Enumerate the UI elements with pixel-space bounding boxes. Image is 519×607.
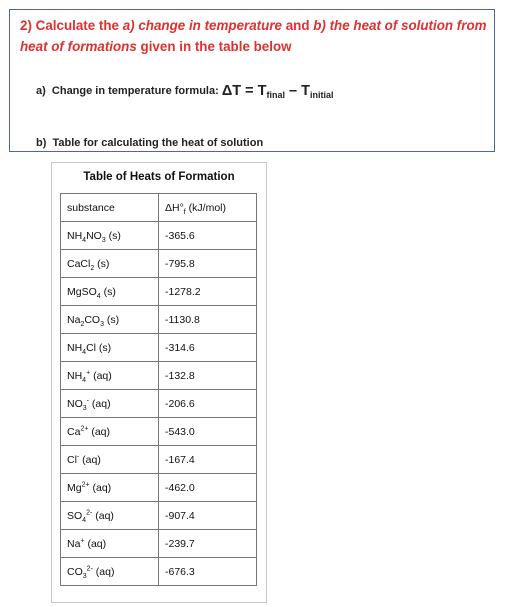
formula-part: Na <box>67 313 81 326</box>
enthalpy-cell: -365.6 <box>159 222 257 250</box>
formula-t-initial: T <box>301 83 311 99</box>
formula-part: (aq) <box>90 369 112 382</box>
header-substance: substance <box>61 194 159 222</box>
table-row <box>61 558 257 586</box>
formula-part: (aq) <box>89 397 111 410</box>
formula-part: CO <box>84 313 101 326</box>
formula-part: Na <box>67 537 81 550</box>
formula-part: - <box>86 397 89 404</box>
substance-cell <box>61 250 159 278</box>
question-text-4: b) the heat of solution from heat of formations <box>20 18 487 54</box>
part-a <box>36 83 334 99</box>
enthalpy-cell: -239.7 <box>159 530 257 558</box>
table-row <box>61 502 257 530</box>
formula-part: MgSO <box>67 285 97 298</box>
table-row <box>61 250 257 278</box>
question-text-3: and <box>281 18 314 33</box>
formula-part: CO <box>67 565 83 578</box>
formula-part: Mg <box>67 481 82 494</box>
substance-cell <box>61 390 159 418</box>
part-a-label: a) <box>36 85 46 97</box>
formula-part: (s) <box>100 285 116 298</box>
formula-part: (aq) <box>89 481 112 494</box>
part-b-label: b) <box>36 137 47 149</box>
formula-part: 4 <box>82 376 87 384</box>
table-row <box>61 278 257 306</box>
formula-part: (aq) <box>88 425 111 438</box>
formula-part: 4 <box>96 292 101 300</box>
table-row <box>61 390 257 418</box>
formula-part: 3 <box>82 572 87 580</box>
part-b <box>36 137 263 149</box>
header-enthalpy-symbol: ΔH° <box>165 201 184 214</box>
heats-of-formation-table-panel <box>51 162 267 603</box>
formula-t-final: T <box>257 83 267 99</box>
question-title <box>20 15 490 57</box>
formula-part: 3 <box>100 320 104 328</box>
enthalpy-cell: -132.8 <box>159 362 257 390</box>
enthalpy-cell: -167.4 <box>159 446 257 474</box>
formula-part: NO <box>67 397 83 410</box>
formula-part: 3 <box>101 236 106 244</box>
substance-cell <box>61 502 159 530</box>
formula-part: NH <box>67 369 83 382</box>
question-text-5: given in the table below <box>136 39 292 54</box>
table-row <box>61 446 257 474</box>
formula-part: Cl <box>67 453 77 466</box>
formula-initial-sub: initial <box>310 90 334 100</box>
formula-part: NH <box>67 341 83 354</box>
formula-final-sub: final <box>266 90 286 100</box>
formula-part: 2+ <box>81 481 90 488</box>
formula-part: 2- <box>86 565 93 572</box>
formula-part: (s) <box>105 229 121 242</box>
formula-part: (aq) <box>79 453 101 466</box>
header-enthalpy <box>159 194 257 222</box>
formula-part: (aq) <box>92 509 114 522</box>
formula-part: 4 <box>82 348 87 356</box>
substance-cell <box>61 334 159 362</box>
enthalpy-cell: -795.8 <box>159 250 257 278</box>
formula-delta-t: ΔT <box>221 83 242 99</box>
table-row <box>61 334 257 362</box>
formula-part: 2 <box>90 264 95 272</box>
header-enthalpy-unit: (kJ/mol) <box>185 201 226 214</box>
formula-part: + <box>80 537 85 544</box>
table-row <box>61 530 257 558</box>
enthalpy-cell: -462.0 <box>159 474 257 502</box>
substance-cell <box>61 222 159 250</box>
formula-part: Cl (s) <box>86 341 112 354</box>
formula-part: 4 <box>82 236 87 244</box>
formula-part: - <box>76 453 80 460</box>
formula-part: (s) <box>94 257 110 270</box>
table-caption: Table of Heats of Formation <box>83 171 235 183</box>
substance-cell <box>61 474 159 502</box>
heats-of-formation-table <box>60 193 257 586</box>
enthalpy-cell: -676.3 <box>159 558 257 586</box>
header-enthalpy-sub: f <box>183 208 186 216</box>
formula-part: CaCl <box>67 257 91 270</box>
formula-part: (aq) <box>92 565 115 578</box>
question-box <box>9 9 495 152</box>
question-number: 2) <box>20 18 32 33</box>
table-row <box>61 306 257 334</box>
enthalpy-cell: -543.0 <box>159 418 257 446</box>
formula-part: (aq) <box>84 537 107 550</box>
part-a-text: Change in temperature formula: <box>51 85 219 97</box>
formula-part: 2 <box>80 320 85 328</box>
substance-cell <box>61 278 159 306</box>
formula-part: NH <box>67 229 83 242</box>
question-text-1: Calculate the <box>35 18 123 33</box>
formula-part: (s) <box>104 313 120 326</box>
table-row <box>61 362 257 390</box>
formula-minus: – <box>289 83 298 99</box>
table-row <box>61 222 257 250</box>
substance-cell <box>61 446 159 474</box>
formula-part: 3 <box>82 404 87 412</box>
enthalpy-cell: -1278.2 <box>159 278 257 306</box>
enthalpy-cell: -314.6 <box>159 334 257 362</box>
formula-part: Ca <box>67 425 81 438</box>
question-text-2: a) change in temperature <box>122 18 282 33</box>
formula-part: 4 <box>82 516 87 524</box>
enthalpy-cell: -907.4 <box>159 502 257 530</box>
table-row <box>61 418 257 446</box>
part-b-text: Table for calculating the heat of solution <box>52 137 264 149</box>
table-header-row <box>61 194 257 222</box>
substance-cell <box>61 530 159 558</box>
formula-part: SO <box>67 509 83 522</box>
formula <box>222 83 334 99</box>
formula-part: 2- <box>86 509 93 516</box>
substance-cell <box>61 306 159 334</box>
enthalpy-cell: -206.6 <box>159 390 257 418</box>
enthalpy-cell: -1130.8 <box>159 306 257 334</box>
formula-equals: = <box>245 83 254 99</box>
formula-part: 2+ <box>80 425 89 432</box>
substance-cell <box>61 362 159 390</box>
substance-cell <box>61 558 159 586</box>
table-row <box>61 474 257 502</box>
formula-part: NO <box>86 229 102 242</box>
formula-part: + <box>86 369 91 376</box>
substance-cell <box>61 418 159 446</box>
